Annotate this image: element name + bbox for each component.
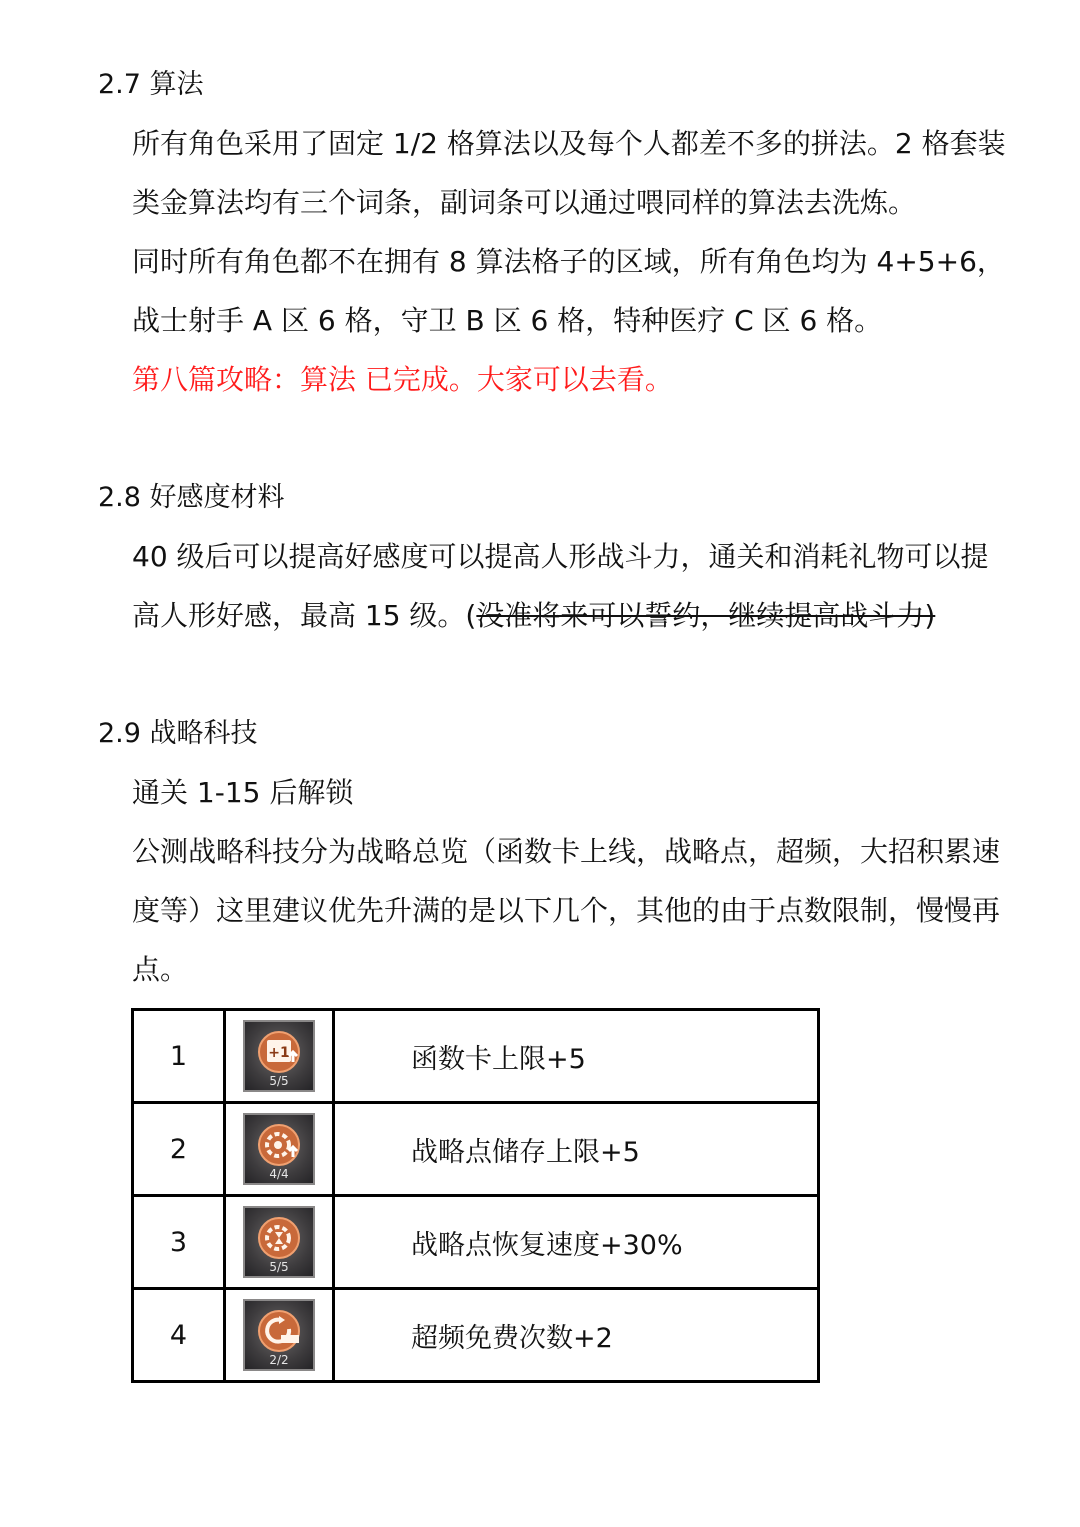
text-line: 所有角色采用了固定 1/2 格算法以及每个人都差不多的拼法。2 格套装 [132, 127, 1006, 160]
guide-link-note: 第八篇攻略：算法 已完成。大家可以去看。 [132, 363, 673, 396]
strategy-tech-table [131, 1008, 820, 1383]
row-number: 4 [133, 1289, 225, 1382]
section-body-2-7 [132, 114, 1032, 409]
table-row [133, 1196, 819, 1289]
tech-description: 函数卡上限+5 [334, 1010, 819, 1103]
icon-cell [225, 1010, 334, 1103]
text-line: 通关 1-15 后解锁 [132, 776, 354, 809]
row-number: 1 [133, 1010, 225, 1103]
level-label: 5/5 [269, 1074, 289, 1088]
text-line: 同时所有角色都不在拥有 8 算法格子的区域，所有角色均为 4+5+6， [132, 245, 1005, 278]
level-label: 4/4 [269, 1167, 289, 1181]
tech-description: 战略点储存上限+5 [334, 1103, 819, 1196]
section-heading-2-8: 2.8 好感度材料 [98, 482, 285, 513]
table-row [133, 1103, 819, 1196]
section-body-2-8 [132, 527, 1032, 645]
svg-text:+1: +1 [268, 1045, 290, 1061]
tech-description: 超频免费次数+2 [334, 1289, 819, 1382]
icon-cell [225, 1103, 334, 1196]
struck-text: 没准将来可以誓约，继续提高战斗力) [476, 599, 936, 632]
gear-hourglass-icon [243, 1206, 315, 1278]
section-body-2-9 [132, 763, 1032, 999]
tech-description: 战略点恢复速度+30% [334, 1196, 819, 1289]
card-plus-one-icon [243, 1020, 315, 1092]
gear-arrow-up-icon [243, 1113, 315, 1185]
free-refresh-icon [243, 1299, 315, 1371]
text-line: 40 级后可以提高好感度可以提高人形战斗力，通关和消耗礼物可以提 [132, 540, 989, 573]
level-label: 5/5 [269, 1260, 289, 1274]
text-line: 点。 [132, 953, 189, 986]
table-row [133, 1010, 819, 1103]
section-heading-2-9: 2.9 战略科技 [98, 718, 258, 749]
text-prefix: 高人形好感，最高 15 级。( [132, 599, 477, 632]
text-line: 度等）这里建议优先升满的是以下几个，其他的由于点数限制，慢慢再 [132, 894, 1001, 927]
level-label: 2/2 [269, 1353, 289, 1367]
section-heading-2-7: 2.7 算法 [98, 69, 204, 100]
table-row [133, 1289, 819, 1382]
row-number: 3 [133, 1196, 225, 1289]
row-number: 2 [133, 1103, 225, 1196]
text-line: 战士射手 A 区 6 格，守卫 B 区 6 格，特种医疗 C 区 6 格。 [132, 304, 883, 337]
text-line [132, 586, 1032, 645]
icon-cell [225, 1289, 334, 1382]
icon-cell [225, 1196, 334, 1289]
text-line: 公测战略科技分为战略总览（函数卡上线，战略点，超频，大招积累速 [132, 835, 1001, 868]
text-line: 类金算法均有三个词条，副词条可以通过喂同样的算法去洗炼。 [132, 186, 917, 219]
